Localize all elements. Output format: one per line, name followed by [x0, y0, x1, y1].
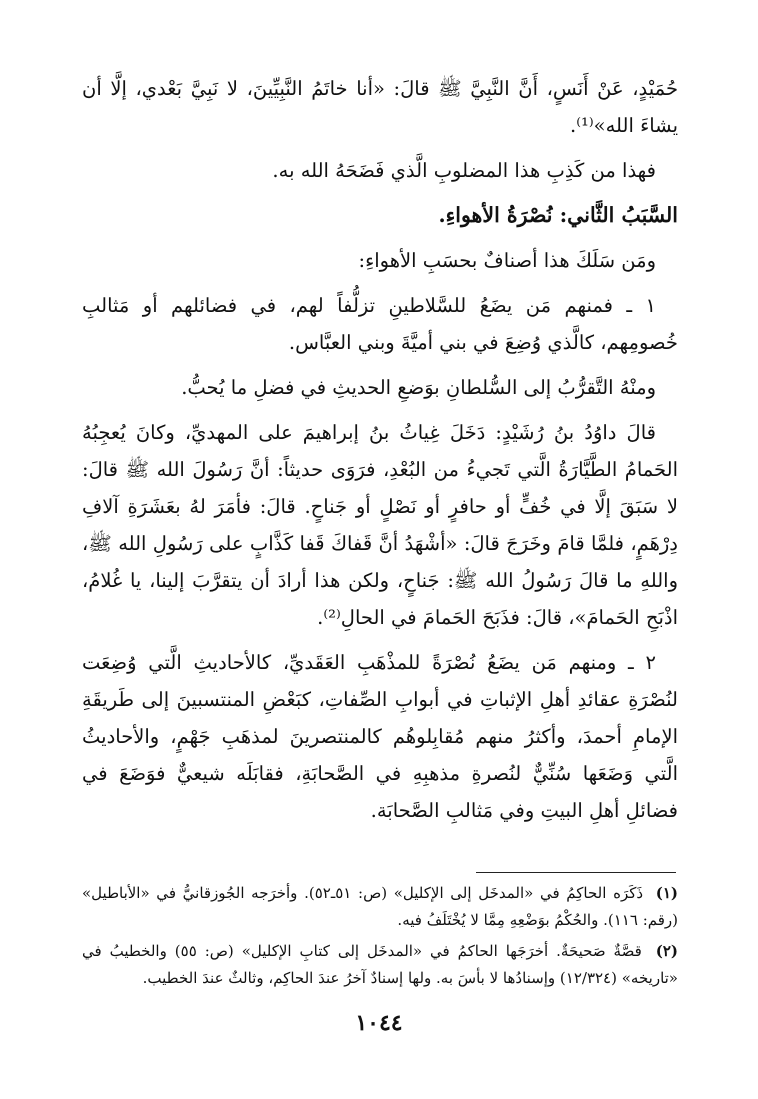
footnote-number: (٢): [655, 942, 678, 960]
paragraph-item-2: ٢ ـ ومنهم مَن يضَعُ نُصْرَةً للمذْهَبِ العَقَديِّ، كالأحاديثِ الَّتي وُضِعَت لنُصْرَةِ عقائدِ أهلِ الإثباتِ في أبوابِ الصِّفاتِ، كبَعْضِ المنتسبينَ إلى طَريقَةِ الإمامِ أحمدَ، وأكثرُ منهم مُقابِلوهُم كالمنتصرينَ لمذهَبِ جَهْمٍ، والأحاديثُ الَّتي وَضَعَها سُنِّيٌّ لنُصرةِ مذهبِهِ في الصَّحابَةِ، فقابَلَه شيعيٌّ فوَضَعَ في فضائلِ أهلِ البيتِ وفي مَثالبِ الصَّحابَة.: [82, 651, 678, 822]
paragraph-item-1: ١ ـ فمنهم مَن يضَعُ للسَّلاطينِ تزلُّفاً لهم، في فضائلهم أو مَثالبِ خُصومِهم، كالَّذي وُضِعَ في بني أميَّةَ وبني العبَّاس.: [82, 294, 678, 354]
footnote-2: [82, 938, 678, 992]
paragraph-conclusion: فهذا من كَذِبِ هذا المضلوبِ الَّذي فَضَحَهُ الله به.: [272, 159, 656, 182]
paragraph-sub: ومنْهُ التَّقرُّبُ إلى السُّلطانِ بوَضعِ الحديثِ في فضلِ ما يُحبُّ.: [181, 376, 656, 399]
footnote-number: (١): [655, 884, 678, 902]
footnote-text: قصَّةٌ صَحيحَةٌ. أخرَجَها الحاكمُ في «المدخَل إلى كتابِ الإكليل» (ص: ٥٥) والخطيبُ في «تاريخه» (١٢/٣٢٤) وإسنادُها لا بأسَ به. ولها إسنادٌ آخرُ عندَ الحاكِم، وثالثٌ عندَ الخطيب.: [82, 942, 678, 987]
paragraph-story: قالَ داوُدُ بنُ رُشَيْدٍ: دَخَلَ غِياثُ بنُ إبراهيمَ على المهديِّ، وكانَ يُعجِبُهُ الحَمامُ الطَّيَّارَةُ الَّتي تَجيءُ من البُعْدِ، فرَوَى حديثاً: أنَّ رَسُولَ الله ﷺ قالَ: لا سَبَقَ إلَّا في خُفٍّ أو حافرٍ أو نَصْلٍ أو جَناحٍ. قالَ: فأمَرَ لهُ بعَشَرَةِ آلافِ دِرْهَمٍ، فلمَّا قامَ وخَرَجَ قالَ: «أشْهَدُ أنَّ قَفاكَ قَفا كَذَّابٍ على رَسُولِ الله ﷺ، واللهِ ما قالَ رَسُولُ الله ﷺ: جَناحٍ، ولكن هذا أرادَ أن يتقرَّبَ إلينا، يا غُلامُ، اذْبَحِ الحَمامَ»، قالَ: فذَبَحَ الحَمامَ في الحالِ⁽²⁾.: [82, 421, 678, 629]
section-heading-label: السَّبَبُ الثَّاني:: [559, 203, 678, 227]
section-heading: [82, 197, 678, 234]
main-text: [82, 70, 678, 837]
footnotes: [82, 880, 678, 996]
section-heading-text: نُصْرَةُ الأهواءِ.: [438, 203, 553, 227]
paragraph-continuation: حُمَيْدٍ، عَنْ أَنَسٍ، أَنَّ النَّبِيَّ ﷺ قالَ: «أنا خاتَمُ النَّبِيِّينَ، لا نَبِيَّ بَعْدي، إلَّا أن يشاءَ الله»⁽¹⁾.: [82, 77, 678, 137]
paragraph-intro: ومَن سَلَكَ هذا أصنافٌ بحسَبِ الأهواءِ:: [358, 249, 656, 272]
page-number: ١٠٤٤: [355, 1010, 403, 1036]
footnote-text: ذَكَرَه الحاكِمُ في «المدخَل إلى الإكليل» (ص: ٥١ـ٥٢). وأخرَجه الجُوزقانيُّ في «الأباطيل» (رقم: ١١٦). والحُكْمُ بوَضْعِهِ مِمَّا لا يُخْتَلَفُ فيه.: [82, 884, 678, 929]
footnote-1: [82, 880, 678, 934]
footnote-divider: [476, 872, 676, 873]
